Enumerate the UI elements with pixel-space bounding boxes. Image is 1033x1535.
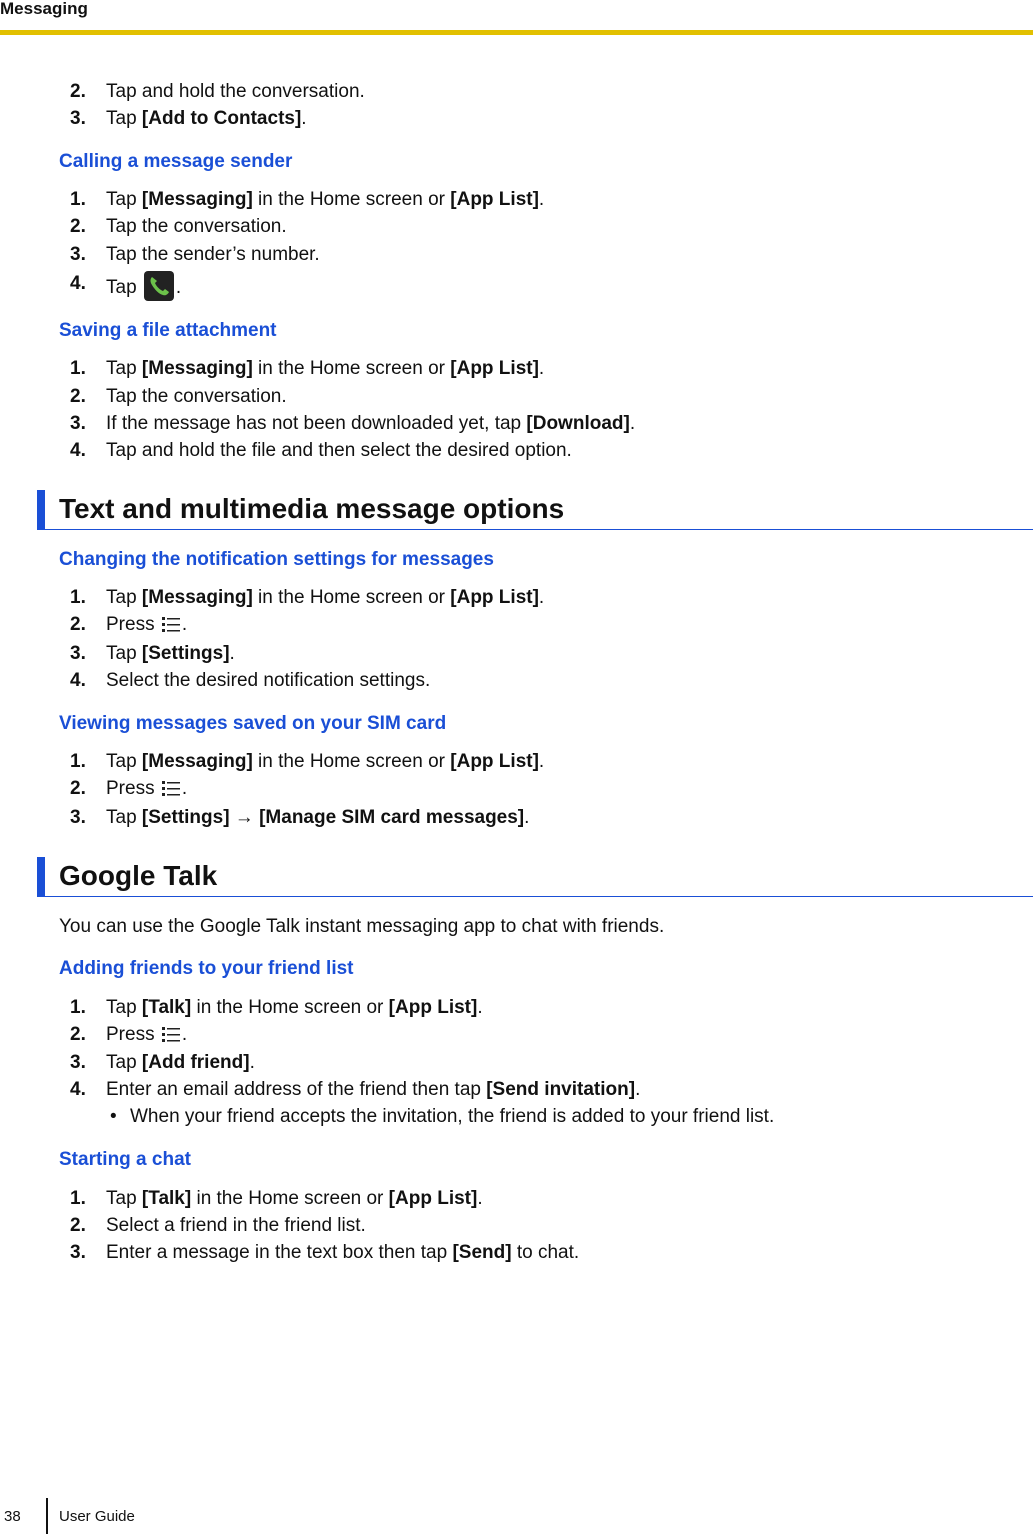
subheading-calling: Calling a message sender [59, 151, 293, 172]
menu-icon [162, 615, 180, 633]
step-text: If the message has not been downloaded yet, tap [Download]. [106, 413, 636, 434]
step-number: 4. [70, 1079, 86, 1100]
intro-paragraph: You can use the Google Talk instant messaging app to chat with friends. [59, 916, 665, 937]
step-text: Enter a message in the text box then tap [Send] to chat. [106, 1242, 580, 1263]
step-text: Tap [Settings] → [Manage SIM card messages]. [106, 807, 530, 828]
step-number: 2. [70, 778, 86, 799]
section-heading-google-talk [37, 857, 1033, 897]
step-text: Press . [106, 614, 188, 635]
step-number: 1. [70, 997, 86, 1018]
step-text: Tap [Talk] in the Home screen or [App List]. [106, 1188, 483, 1209]
step-number: 1. [70, 358, 86, 379]
step-text: Tap the conversation. [106, 386, 287, 407]
step-text: Tap [Messaging] in the Home screen or [App List]. [106, 751, 545, 772]
step-number: 2. [70, 1215, 86, 1236]
footer-label: User Guide [59, 1508, 135, 1525]
step-number: 2. [70, 216, 86, 237]
step-number: 4. [70, 440, 86, 461]
step-number: 1. [70, 587, 86, 608]
menu-icon [162, 779, 180, 797]
step-number: 1. [70, 751, 86, 772]
step-number: 3. [70, 108, 86, 129]
bullet-dot: • [110, 1106, 117, 1127]
step-number: 4. [70, 273, 86, 294]
subheading-sim: Viewing messages saved on your SIM card [59, 713, 447, 734]
step-number: 2. [70, 614, 86, 635]
step-number: 1. [70, 189, 86, 210]
step-text: Enter an email address of the friend then tap [Send invitation]. [106, 1079, 641, 1100]
page-footer [0, 1498, 1033, 1535]
section-title: Google Talk [59, 860, 218, 891]
step-number: 2. [70, 81, 86, 102]
step-text: Tap [Talk] in the Home screen or [App List]. [106, 997, 483, 1018]
step-number: 3. [70, 244, 86, 265]
step-number: 3. [70, 643, 86, 664]
step-number: 3. [70, 1242, 86, 1263]
phone-call-icon [144, 271, 174, 301]
ui-label: [Add to Contacts] [141, 108, 302, 129]
step-number: 3. [70, 413, 86, 434]
step-text: Tap the conversation. [106, 216, 287, 237]
step-text: Tap [Add to Contacts]. [106, 108, 307, 129]
step-text: Tap [Add friend]. [106, 1052, 255, 1073]
step-text: Tap the sender’s number. [106, 244, 320, 265]
step-text: Tap [Settings]. [106, 643, 235, 664]
step-text: Select a friend in the friend list. [106, 1215, 366, 1236]
subheading-friends: Adding friends to your friend list [59, 958, 354, 979]
subheading-saving: Saving a file attachment [59, 320, 277, 341]
step-text: Tap [Messaging] in the Home screen or [App List]. [106, 358, 545, 379]
step-number: 4. [70, 670, 86, 691]
menu-icon [162, 1025, 180, 1043]
step-text: Tap and hold the conversation. [106, 81, 365, 102]
step-text: Press . [106, 778, 188, 799]
step-text: Press . [106, 1024, 188, 1045]
section-title: Text and multimedia message options [59, 493, 565, 524]
step-number: 1. [70, 1188, 86, 1209]
subheading-notification: Changing the notification settings for messages [59, 549, 494, 570]
header-rule [0, 30, 1033, 35]
section-heading-options [37, 490, 1033, 530]
header-title: Messaging [0, 0, 88, 18]
page-header [0, 0, 1033, 36]
step-text: Tap [Messaging] in the Home screen or [App List]. [106, 189, 545, 210]
step-number: 2. [70, 386, 86, 407]
step-text: Tap [Messaging] in the Home screen or [App List]. [106, 587, 545, 608]
page-number: 38 [4, 1508, 21, 1525]
step-text: Tap and hold the file and then select the desired option. [106, 440, 572, 461]
bullet-text: When your friend accepts the invitation, the friend is added to your friend list. [130, 1106, 775, 1127]
step-number: 3. [70, 1052, 86, 1073]
footer-divider [46, 1498, 48, 1534]
step-number: 3. [70, 807, 86, 828]
subheading-chat: Starting a chat [59, 1149, 191, 1170]
step-text: Tap . [106, 271, 181, 301]
step-number: 2. [70, 1024, 86, 1045]
step-text: Select the desired notification settings. [106, 670, 431, 691]
